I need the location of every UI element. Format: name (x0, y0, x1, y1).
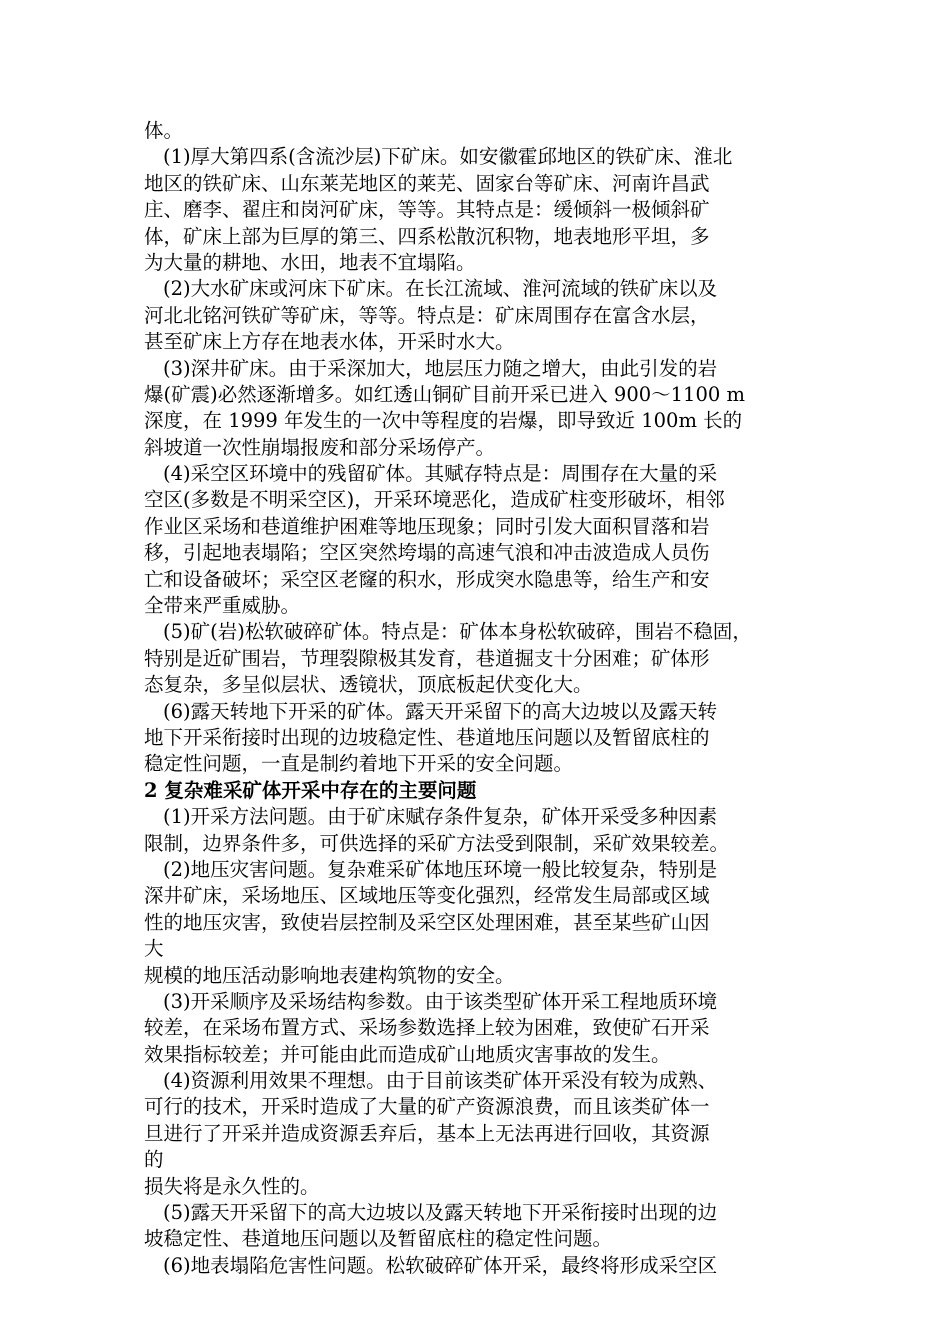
section-heading: 2 复杂难采矿体开采中存在的主要问题 (144, 778, 477, 802)
text-line: 为大量的耕地、水田，地表不宜塌陷。 (144, 250, 476, 274)
text-line: 深度，在 1999 年发生的一次中等程度的岩爆，即导致近 100m 长的 (144, 409, 743, 433)
text-line: 移，引起地表塌陷；空区突然垮塌的高速气浪和冲击波造成人员伤 (144, 541, 710, 565)
text-line: 效果指标较差；并可能由此而造成矿山地质灾害事故的发生。 (144, 1042, 671, 1066)
text-line: (1)厚大第四系(含流沙层)下矿床。如安徽霍邱地区的铁矿床、淮北 (163, 145, 733, 169)
text-line: 可行的技术，开采时造成了大量的矿产资源浪费，而且该类矿体一 (144, 1095, 710, 1119)
text-line: 体。 (144, 119, 184, 142)
text-line: 斜坡道一次性崩塌报废和部分采场停产。 (144, 435, 496, 459)
document-body (144, 118, 824, 1279)
text-line: 全带来严重威胁。 (144, 594, 301, 618)
text-line: 特别是近矿围岩，节理裂隙极其发育，巷道掘支十分困难；矿体形 (144, 646, 710, 670)
text-line: 限制，边界条件多，可供选择的采矿方法受到限制，采矿效果较差。 (144, 831, 730, 855)
text-line: 坡稳定性、巷道地压问题以及暂留底柱的稳定性问题。 (144, 1227, 613, 1251)
text-line: 体，矿床上部为巨厚的第三、四系松散沉积物，地表地形平坦，多 (144, 224, 710, 248)
text-line: 较差，在采场布置方式、采场参数选择上较为困难，致使矿石开采 (144, 1016, 710, 1040)
text-line: 爆(矿震)必然逐渐增多。如红透山铜矿目前开采已进入 900～1100 m (144, 382, 745, 406)
text-line: 甚至矿床上方存在地表水体，开采时水大。 (144, 330, 515, 354)
text-line: 亡和设备破坏；采空区老窿的积水，形成突水隐患等，给生产和安 (144, 567, 710, 591)
text-line: 规模的地压活动影响地表建构筑物的安全。 (144, 963, 515, 987)
text-line: 稳定性问题，一直是制约着地下开采的安全问题。 (144, 752, 574, 776)
text-line: 的 (144, 1148, 164, 1172)
text-line: (4)采空区环境中的残留矿体。其赋存特点是：周围存在大量的采 (163, 462, 718, 486)
text-line: (3)开采顺序及采场结构参数。由于该类型矿体开采工程地质环境 (163, 989, 718, 1013)
text-line: 大 (144, 937, 164, 961)
text-line: (4)资源利用效果不理想。由于目前该类矿体开采没有较为成熟、 (163, 1069, 718, 1093)
text-line: 旦进行了开采并造成资源丢弃后，基本上无法再进行回收，其资源 (144, 1121, 710, 1145)
text-line: (6)露天转地下开采的矿体。露天开采留下的高大边坡以及露天转 (163, 699, 718, 723)
text-line: (5)露天开采留下的高大边坡以及露天转地下开采衔接时出现的边 (163, 1201, 718, 1225)
text-line: (1)开采方法问题。由于矿床赋存条件复杂，矿体开采受多种因素 (163, 805, 718, 829)
text-line: 地区的铁矿床、山东莱芜地区的莱芜、固家台等矿床、河南许昌武 (144, 171, 710, 195)
text-line: 性的地压灾害，致使岩层控制及采空区处理困难，甚至某些矿山因 (144, 910, 710, 934)
text-line: (2)地压灾害问题。复杂难采矿体地压环境一般比较复杂，特别是 (163, 857, 718, 881)
text-line: (5)矿(岩)松软破碎矿体。特点是：矿体本身松软破碎，围岩不稳固， (163, 620, 752, 644)
text-line: 态复杂，多呈似层状、透镜状，顶底板起伏变化大。 (144, 673, 593, 697)
text-line: 深井矿床，采场地压、区域地压等变化强烈，经常发生局部或区域 (144, 884, 710, 908)
text-line: (6)地表塌陷危害性问题。松软破碎矿体开采，最终将形成采空区 (163, 1253, 718, 1277)
text-line: 河北北铭河铁矿等矿床，等等。特点是：矿床周围存在富含水层， (144, 303, 710, 327)
text-line: 损失将是永久性的。 (144, 1174, 320, 1198)
text-line: 空区(多数是不明采空区)，开采环境恶化，造成矿柱变形破坏，相邻 (144, 488, 725, 512)
text-line: 作业区采场和巷道维护困难等地压现象；同时引发大面积冒落和岩 (144, 514, 710, 538)
text-line: 地下开采衔接时出现的边坡稳定性、巷道地压问题以及暂留底柱的 (144, 725, 710, 749)
text-line: (3)深井矿床。由于采深加大，地层压力随之增大，由此引发的岩 (163, 356, 718, 380)
text-line: 庄、磨李、翟庄和岗河矿床，等等。其特点是：缓倾斜一极倾斜矿 (144, 198, 710, 222)
text-line: (2)大水矿床或河床下矿床。在长江流域、淮河流域的铁矿床以及 (163, 277, 718, 301)
